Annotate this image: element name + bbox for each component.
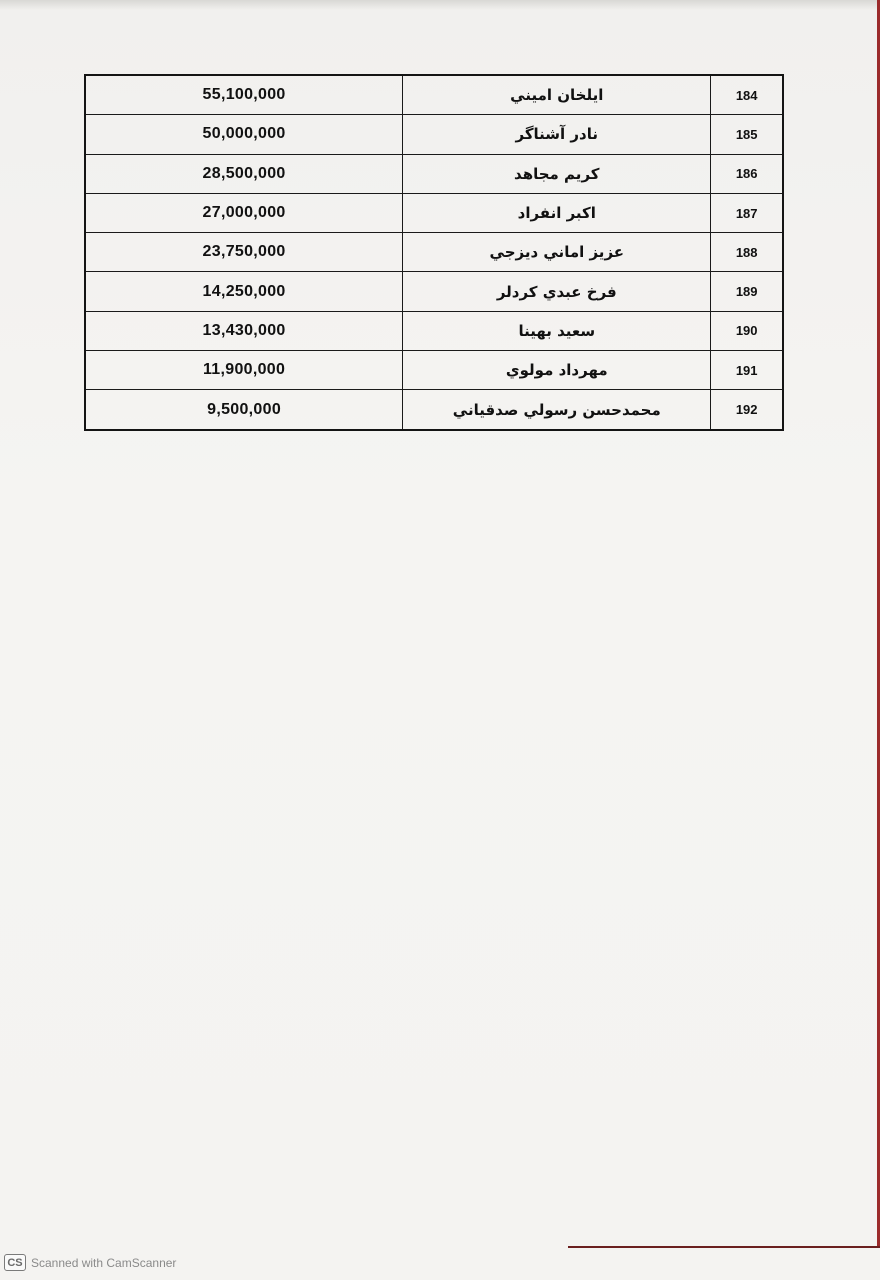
ledger-table-body <box>85 75 783 430</box>
amount-cell: 28,500,000 <box>85 154 403 193</box>
amount-cell: 27,000,000 <box>85 193 403 232</box>
name-cell: ايلخان اميني <box>403 75 711 115</box>
amount-cell: 13,430,000 <box>85 311 403 350</box>
table-row <box>85 351 783 390</box>
table-row <box>85 115 783 154</box>
camscanner-watermark <box>4 1254 176 1271</box>
name-cell: نادر آشناگر <box>403 115 711 154</box>
table-row <box>85 390 783 430</box>
table-row <box>85 154 783 193</box>
name-cell: كريم مجاهد <box>403 154 711 193</box>
name-cell: عزيز اماني ديزجي <box>403 233 711 272</box>
name-cell: مهرداد مولوي <box>403 351 711 390</box>
row-number-cell: 187 <box>711 193 783 232</box>
amount-cell: 23,750,000 <box>85 233 403 272</box>
row-number-cell: 190 <box>711 311 783 350</box>
table-row <box>85 75 783 115</box>
row-number-cell: 192 <box>711 390 783 430</box>
name-cell: سعيد بهينا <box>403 311 711 350</box>
row-number-cell: 191 <box>711 351 783 390</box>
amount-cell: 14,250,000 <box>85 272 403 311</box>
amount-cell: 50,000,000 <box>85 115 403 154</box>
row-number-cell: 184 <box>711 75 783 115</box>
name-cell: محمدحسن رسولي صدقياني <box>403 390 711 430</box>
name-cell: اكبر انفراد <box>403 193 711 232</box>
row-number-cell: 185 <box>711 115 783 154</box>
amount-cell: 11,900,000 <box>85 351 403 390</box>
row-number-cell: 189 <box>711 272 783 311</box>
scan-top-shadow <box>0 0 880 10</box>
table-row <box>85 193 783 232</box>
amount-cell: 55,100,000 <box>85 75 403 115</box>
camscanner-logo: CS <box>4 1254 26 1271</box>
camscanner-text: Scanned with CamScanner <box>31 1255 177 1270</box>
ledger-table <box>84 74 784 431</box>
table-row <box>85 311 783 350</box>
row-number-cell: 188 <box>711 233 783 272</box>
table-row <box>85 233 783 272</box>
amount-cell: 9,500,000 <box>85 390 403 430</box>
name-cell: فرخ عبدي كردلر <box>403 272 711 311</box>
row-number-cell: 186 <box>711 154 783 193</box>
table-row <box>85 272 783 311</box>
scan-bottom-edge-line <box>568 1246 880 1248</box>
